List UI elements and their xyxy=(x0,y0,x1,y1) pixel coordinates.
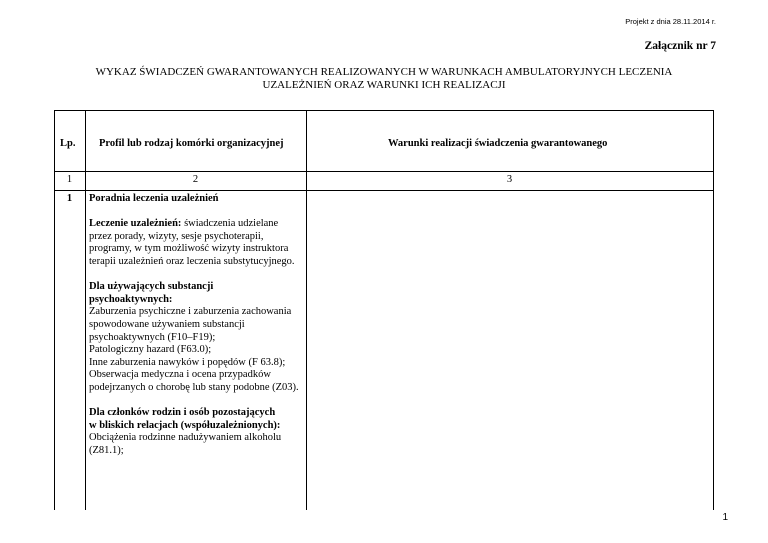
row-1-lp: 1 xyxy=(66,193,73,204)
annex-label: Załącznik nr 7 xyxy=(644,40,716,52)
substance-users-label-1: Dla używających substancji xyxy=(89,281,214,293)
paragraph-treatment-label: Leczenie uzależnień: xyxy=(89,218,182,230)
header-lp: Lp. xyxy=(60,138,76,149)
col-number-2: 2 xyxy=(192,174,199,185)
table-col-divider-2 xyxy=(306,110,307,510)
paragraph-treatment xyxy=(89,218,301,268)
substance-users-line: Inne zaburzenia nawyków i popędów (F 63.8); xyxy=(89,356,286,368)
col-number-3: 3 xyxy=(506,174,513,185)
table-header-divider xyxy=(54,171,714,172)
document-title xyxy=(60,66,708,92)
row-1-heading: Poradnia leczenia uzależnień xyxy=(89,193,219,204)
table-border-left xyxy=(54,110,55,510)
header-conditions: Warunki realizacji świadczenia gwarantowanego xyxy=(388,138,608,149)
title-line-1: WYKAZ ŚWIADCZEŃ GWARANTOWANYCH REALIZOWANYCH W WARUNKACH AMBULATORYJNYCH LECZENIA xyxy=(95,66,673,78)
title-line-2: UZALEŻNIEŃ ORAZ WARUNKI ICH REALIZACJI xyxy=(262,79,506,91)
substance-users-label-2: psychoaktywnych: xyxy=(89,293,173,305)
substance-users-line: Obserwacja medyczna i ocena przypadków podejrzanych o chorobę lub stany podobne (Z03). xyxy=(89,369,299,393)
table-border-right xyxy=(713,110,714,510)
page-number: 1 xyxy=(722,512,728,523)
family-members-line: Obciążenia rodzinne nadużywaniem alkoholu (Z81.1); xyxy=(89,432,282,456)
table-number-divider xyxy=(54,190,714,191)
header-profile: Profil lub rodzaj komórki organizacyjnej xyxy=(99,138,284,149)
table-border-top xyxy=(54,110,714,111)
family-members-label-2: w bliskich relacjach (współuzależnionych): xyxy=(89,419,281,431)
table-col-divider-1 xyxy=(85,110,86,510)
paragraph-treatment-text: świadczenia udzielane przez porady, wizyty, sesje psychoterapii, programy, w tym możliwość wizyty instruktora terapii uzależnień oraz leczenia substytucyjnego. xyxy=(89,218,295,267)
substance-users-line: Patologiczny hazard (F63.0); xyxy=(89,344,212,356)
family-members-label-1: Dla członków rodzin i osób pozostających xyxy=(89,407,276,419)
row-1-profile-cell xyxy=(89,193,301,457)
project-date-note: Projekt z dnia 28.11.2014 r. xyxy=(625,17,716,26)
col-number-1: 1 xyxy=(66,174,73,185)
substance-users-line: Zaburzenia psychiczne i zaburzenia zachowania spowodowane używaniem substancji psychoaktywnych (F10–F19); xyxy=(89,306,292,343)
